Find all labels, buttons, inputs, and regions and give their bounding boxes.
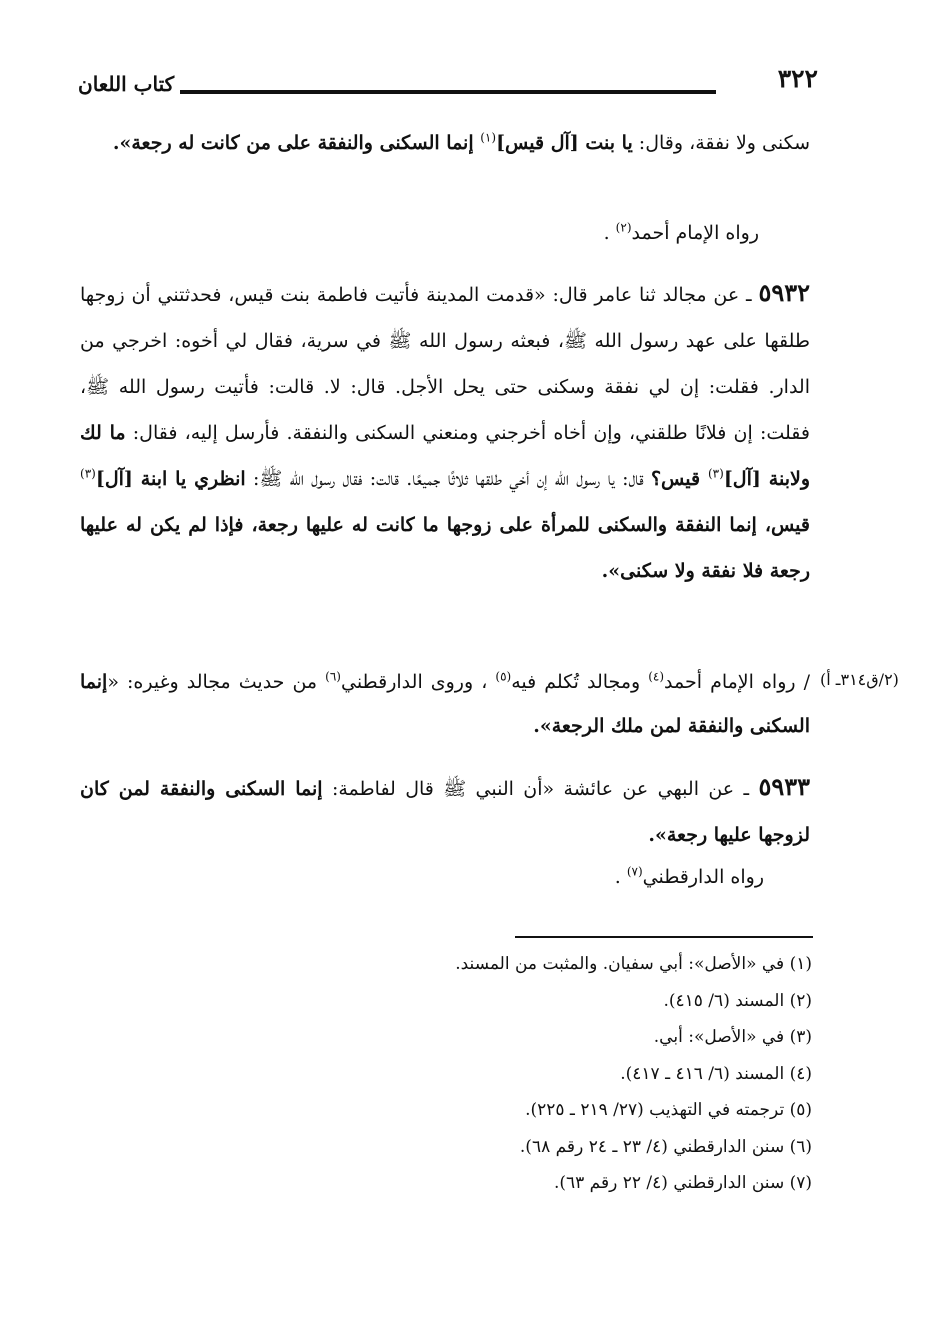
footnote: (٧) سنن الدارقطني (٤/ ٢٢ رقم ٦٣). <box>553 1173 812 1193</box>
footnote: (١) في «الأصل»: أبي سفيان. والمثبت من المسند. <box>455 954 812 974</box>
hadith-5932: ٥٩٣٢ ـ عن مجالد ثنا عامر قال: «قدمت المدينة فأتيت فاطمة بنت قيس، فحدثتني أن زوجها طلقها على عهد رسول الله ﷺ، فبعثه رسول الله ﷺ في سرية، فقال لي أخوه: اخرجي من الدار. فقلت: إن لي نفقة وسكنى حتى يحل الأجل. قال: لا. قالت: فأتيت رسول الله ﷺ، فقلت: إن فلانًا طلقني، وإن أخاه أخرجني ومنعني السكنى والنفقة. فأرسل إليه، فقال: ما لك ولابنة [آل]$^{(٣)}$ قيس؟ قال: يا رسول الله إن أخي طلقها ثلاثًا جميعًا. قالت: فقال رسول الله ﷺ: انظري يا ابنة [آل]$^{(٣)}$ قيس، إنما النفقة والسكنى للمرأة على زوجها ما كانت له عليها رجعة، فإذا لم يكن له عليها رجعة فلا نفقة ولا سكنى». <box>80 278 811 582</box>
book-title: كتاب اللعان <box>78 72 175 96</box>
narration-line: رواه الإمام أحمد$^{(٢)}$ . <box>603 220 759 244</box>
footnote: (٥) ترجمته في التهذيب (٢٧/ ٢١٩ ـ ٢٢٥). <box>525 1100 812 1120</box>
narration-line: رواه الدارقطني$^{(٧)}$ . <box>614 864 764 888</box>
footnote-divider <box>515 936 813 938</box>
footnotes <box>312 946 812 1202</box>
footnote: (٣) في «الأصل»: أبي. <box>653 1027 812 1047</box>
footnote: (٦) سنن الدارقطني (٤/ ٢٣ ـ ٢٤ رقم ٦٨). <box>519 1136 812 1157</box>
hadith-5932-narration: / رواه الإمام أحمد$^{(٤)}$ ومجالد تُكلم فيه$^{(٥)}$ ، وروى الدارقطني$^{(٦)}$ من حديث مجالد وغيره: «إنما السكنى والنفقة لمن ملك الرجعة». <box>80 669 810 737</box>
hadith-5933: ٥٩٣٣ ـ عن البهي عن عائشة «أن النبي ﷺ قال لفاطمة: إنما السكنى والنفقة لمن كان لزوجها عليها رجعة». <box>80 772 810 846</box>
running-header <box>78 64 818 114</box>
manuscript-margin-note: (٢/ق٣١٤ـ أ) <box>820 670 899 689</box>
footnote: (٤) المسند (٦/ ٤١٦ ـ ٤١٧). <box>620 1063 812 1084</box>
hadith-number: ٥٩٣٣ <box>758 772 810 801</box>
page-number: ٣٢٢ <box>777 64 818 93</box>
hadith-number: ٥٩٣٢ <box>758 278 810 307</box>
paragraph-continuation: سكنى ولا نفقة، وقال: يا بنت [آل قيس]$^{(١)}$ إنما السكنى والنفقة على من كانت له رجعة». <box>112 130 810 154</box>
footnote: (٢) المسند (٦/ ٤١٥). <box>663 990 812 1011</box>
header-rule <box>180 90 716 94</box>
